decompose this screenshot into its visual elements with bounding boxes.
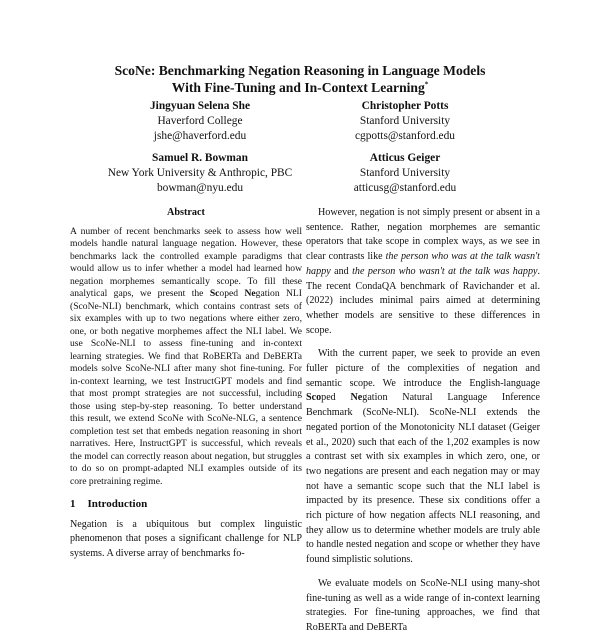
abstract-text-part: oped: [219, 288, 245, 299]
title-line-1: ScoNe: Benchmarking Negation Reasoning in Language Models: [114, 63, 486, 78]
abstract-acronym-ne: Ne: [244, 288, 256, 299]
intro-paragraph-4: We evaluate models on ScoNe-NLI using many-shot fine-tuning as well as a wide range of in-context learning strategies. For fine-tuning approaches, we find that RoBERTa and DeBERTa: [306, 577, 540, 633]
author-email: jshe@haverford.edu: [153, 130, 247, 142]
author-affiliation: New York University & Anthropic, PBC: [107, 167, 293, 179]
abstract-text-part: A number of recent benchmarks seek to assess how well models handle natural language negation. However, these benchmarks lack the controlled example paradigms that would allow us to infer whether a model had learned how negation morphemes semantically scope. To fill these analytical gaps, we present the: [70, 225, 302, 299]
intro-paragraph-2: [306, 206, 540, 338]
title-line-2-text: With Fine-Tuning and In-Context Learning: [171, 80, 425, 95]
paragraph-text: ped: [321, 392, 351, 404]
acronym-ne: Ne: [350, 392, 363, 404]
example-sentence: the person who was at the talk wasn't happy: [306, 251, 540, 277]
author-affiliation: Stanford University: [359, 167, 451, 179]
paper-title: [40, 62, 560, 96]
paragraph-text: . The recent CondaQA benchmark of Ravichander et al. (2022) includes minimal pairs aimed at determining whether models are sensitive to these differences in scope.: [306, 265, 541, 336]
author-block-she: [80, 99, 320, 144]
author-affiliation: Haverford College: [157, 115, 243, 127]
section-heading-introduction: [70, 498, 302, 511]
acronym-sco: Sco: [306, 392, 322, 404]
abstract-acronym-sc: Sc: [209, 288, 220, 299]
author-email: bowman@nyu.edu: [156, 182, 244, 194]
section-title: Introduction: [87, 498, 148, 510]
paragraph-text: gation Natural Language Inference Benchmark (ScoNe-NLI). ScoNe-NLI extends the negated portion of the Monotonicity NLI dataset (Geiger et al., 2020) such that each of the 1,202 examples is now a contrast set with six examples in which zero, one, or two negations are present and each negation may or may not have a semantic scope such that the NLI label is impacted by its presence. These six conditions offer a rich picture of how negation affects NLI reasoning, and they allow us to determine whether models are truly able to handle nested negation and scope or whether they have found simplistic solutions.: [306, 392, 540, 566]
intro-paragraph-3: [306, 347, 540, 568]
author-name: Atticus Geiger: [369, 152, 441, 164]
author-name: Samuel R. Bowman: [152, 152, 248, 164]
author-name: Christopher Potts: [361, 100, 449, 112]
paragraph-text: and: [330, 265, 353, 277]
author-email: cgpotts@stanford.edu: [354, 130, 455, 142]
title-line-2: [40, 79, 560, 96]
intro-paragraph: Negation is a ubiquitous but complex linguistic phenomenon that poses a significant challenge for NLP systems. A diverse array of benchmarks fo-: [70, 518, 302, 559]
section-number: 1: [70, 498, 76, 510]
right-column: [306, 206, 540, 636]
abstract-text-part: gation NLI (ScoNe-NLI) benchmark, which contains contrast sets of six examples with up to two negations where either zero, one, or both negative morphemes affect the NLI label. We use ScoNe-NLI to assess fine-tuning and in-context learning strategies. We find that RoBERTa and DeBERTa models solve ScoNe-NLI after many shot fine-tuning. For in-context learning, we test InstructGPT models and find that most prompt strategies are not successful, including those using step-by-step reasoning. To better understand this result, we extend ScoNe with ScoNe-NLG, a sentence completion test set that embeds negation reasoning in short narratives. Here, InstructGPT is successful, which reveals the model can correctly reason about negation, but struggles to do so on prompt-adapted NLI examples outside of its core pretraining regime.: [70, 288, 302, 487]
abstract-heading: Abstract: [167, 207, 205, 218]
left-column: [70, 207, 302, 562]
example-sentence: the person who wasn't at the talk was happy: [352, 265, 538, 277]
author-block-potts: [285, 99, 525, 144]
author-name: Jingyuan Selena She: [149, 100, 250, 112]
paragraph-text: However, negation is not simply present or absent in a sentence. Rather, negation morphemes are semantic operators that take scope in complex ways, as we see in clear contrasts like: [306, 207, 540, 263]
abstract-text: [70, 226, 302, 489]
author-affiliation: Stanford University: [359, 115, 451, 127]
author-email: atticusg@stanford.edu: [353, 182, 457, 194]
paragraph-text: With the current paper, we seek to provide an even fuller picture of the complexities of negation and semantic scope. We introduce the English-language: [306, 348, 540, 389]
author-block-geiger: [285, 151, 525, 196]
title-footnote-mark: *: [424, 80, 429, 89]
